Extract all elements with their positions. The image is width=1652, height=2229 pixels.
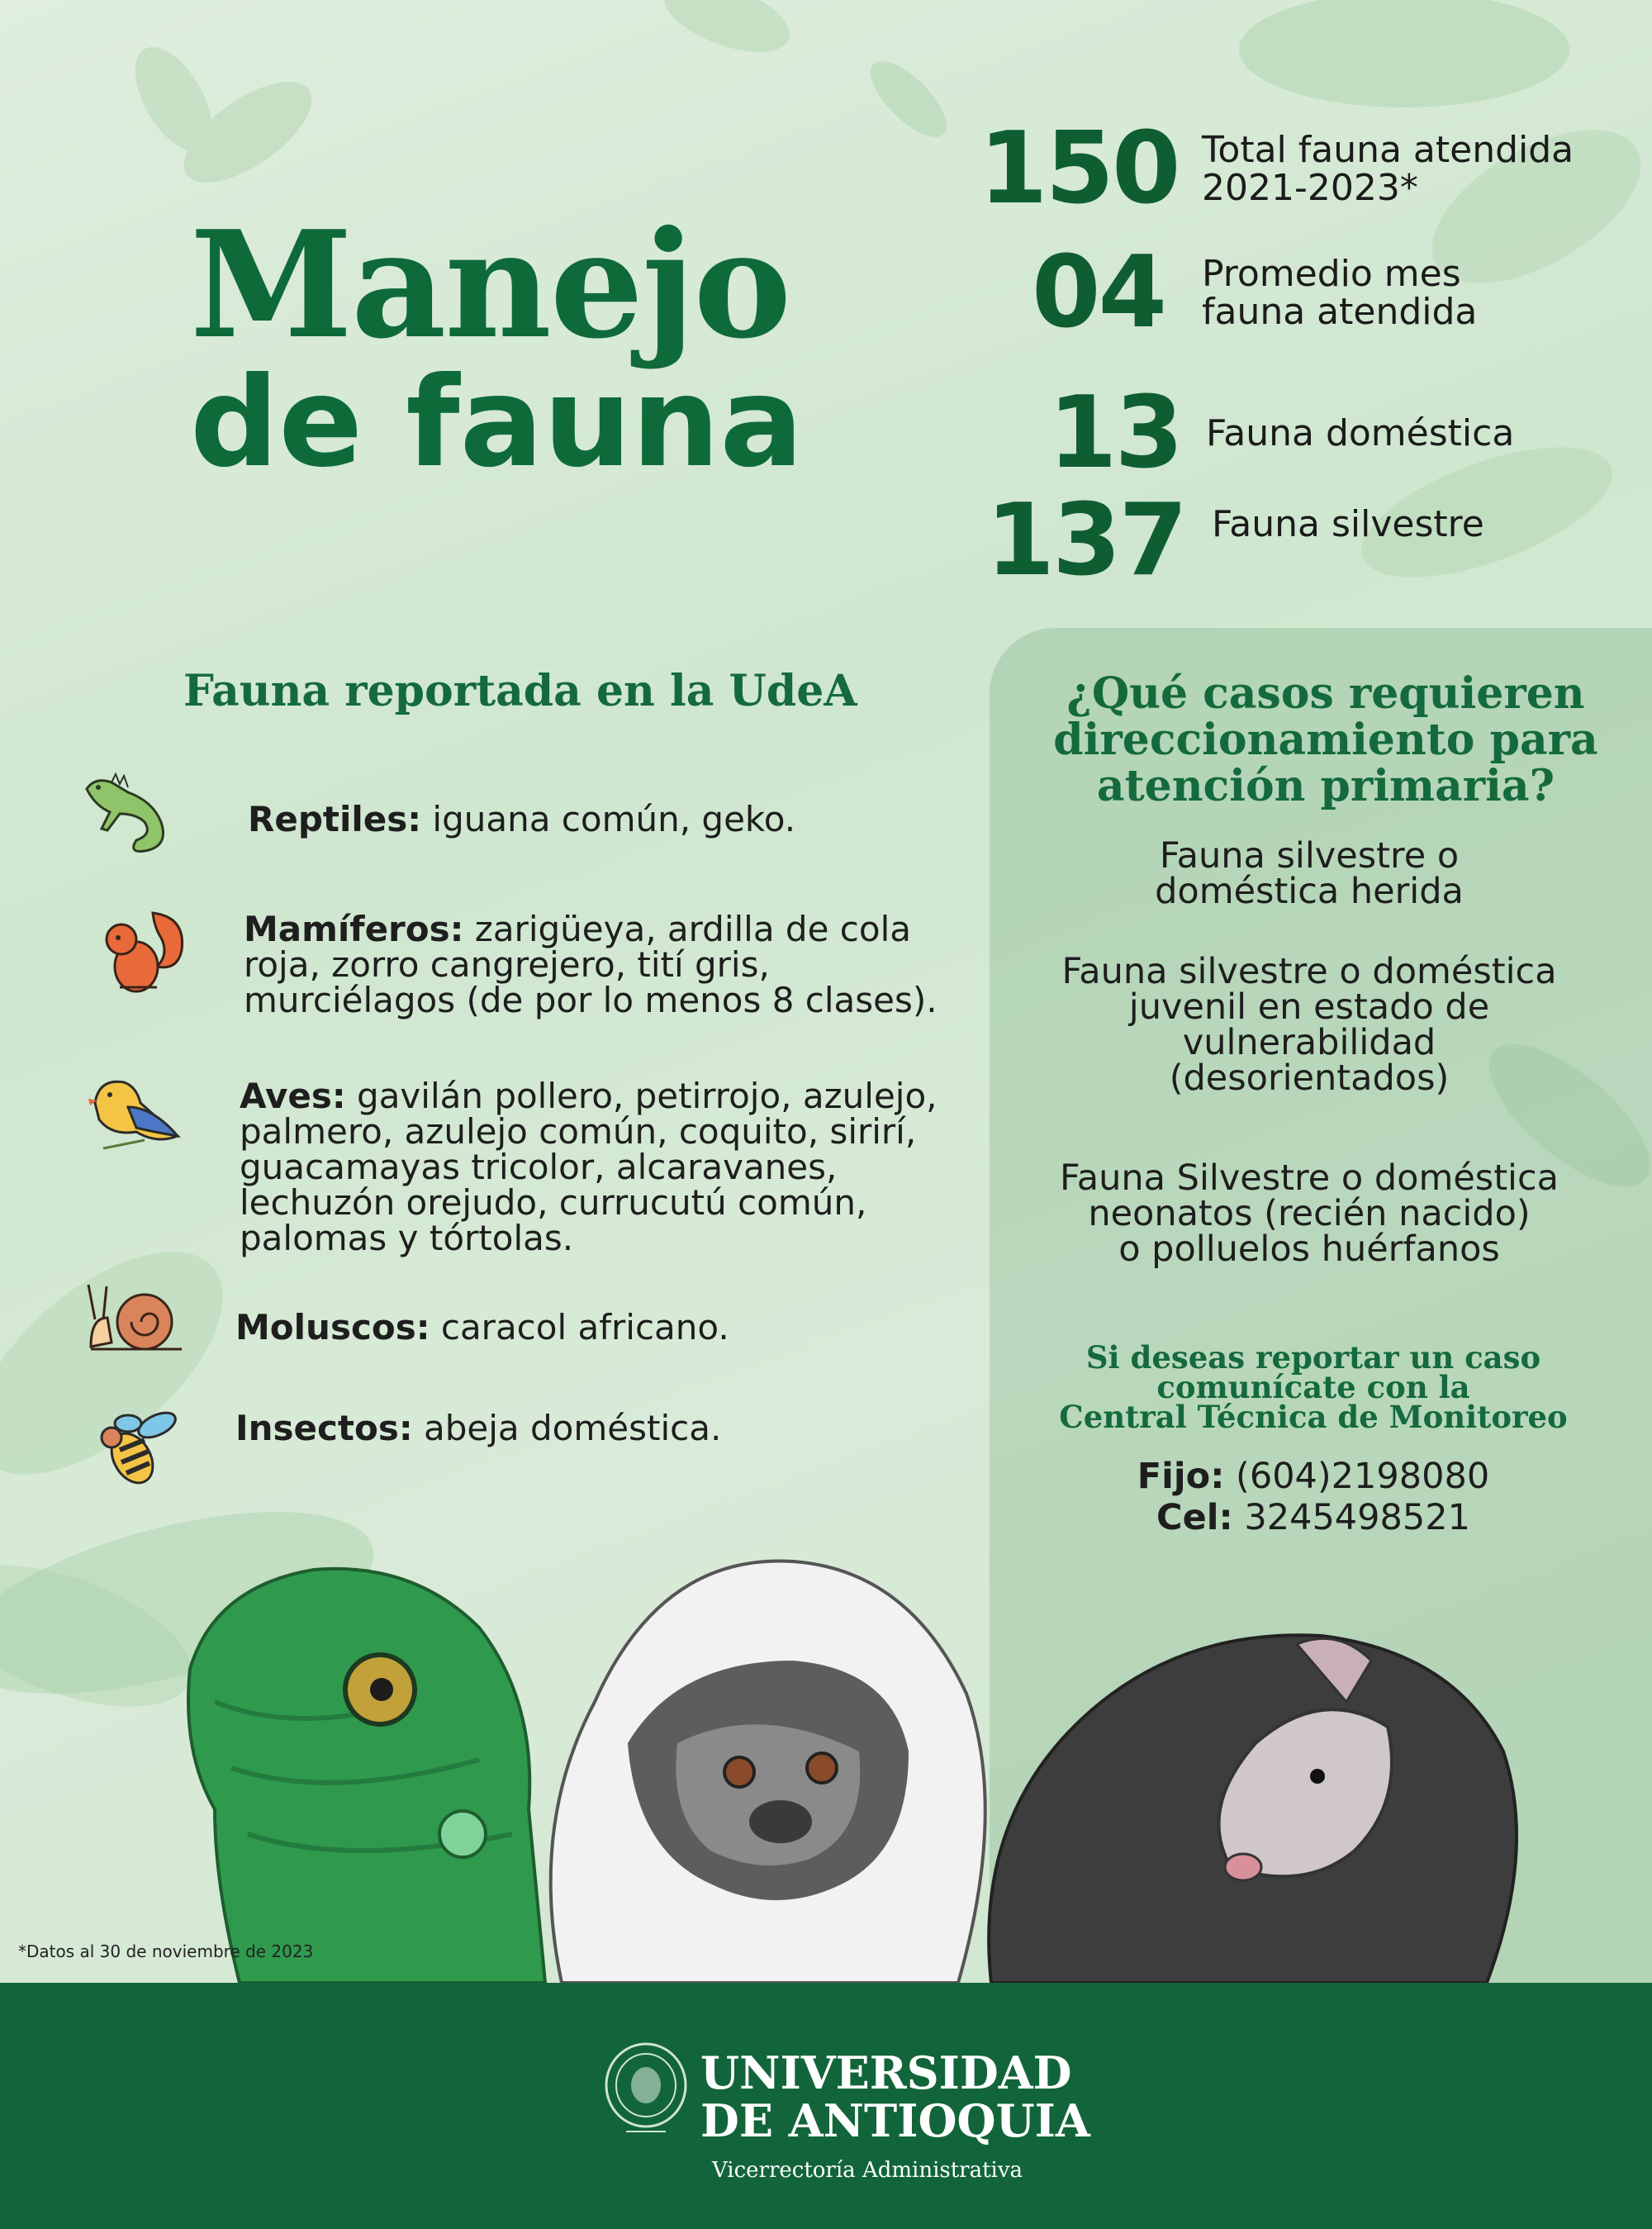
case-item: Fauna silvestre o doméstica juvenil en estado de vulnerabilidad (desorientados) [1061,951,1557,1099]
case-item: Fauna Silvestre o doméstica neonatos (recién nacido) o polluelos huérfanos [1060,1157,1559,1270]
stat-wild [979,483,1484,598]
iguana-illustration [188,1569,545,1983]
reported-fauna-title: Fauna reportada en la UdeA [183,666,857,716]
fauna-category: Insectos: [235,1408,413,1448]
fauna-item-reptiles [78,764,958,863]
opossum-illustration [989,1635,1517,1983]
phone-cel[interactable] [1024,1497,1602,1538]
university-name-line2: DE ANTIOQUIA [700,2094,1090,2147]
title-line-2: de fauna [190,351,804,495]
tamarin-illustration [551,1561,985,1983]
stat-domestic [979,376,1514,491]
stat-label: Fauna silvestre [1212,502,1484,545]
stat-label: Promedio mes fauna atendida [1202,252,1478,333]
stat-label: Fauna doméstica [1206,411,1515,454]
university-subtitle: Vicerrectoría Administrativa [711,2158,1023,2183]
phone-number: 3245498521 [1232,1497,1470,1538]
university-name-line1: UNIVERSIDAD [700,2046,1072,2099]
fauna-category: Moluscos: [235,1307,430,1347]
stat-average [979,235,1477,350]
fauna-text: gavilán pollero, petirrojo, azulejo, palmero, azulejo común, coquito, sirirí, guacamayas tricolor, alcaravanes, lechuzón orejudo, currucutú común, palomas y tórtolas. [240,1076,938,1258]
fauna-item-mammals [78,905,954,1018]
iguana-icon [78,764,194,863]
page-title [190,198,867,495]
phone-number: (604)2198080 [1224,1456,1490,1497]
title-line-1: Manejo [190,198,790,371]
fauna-category: Mamíferos: [244,909,464,949]
cases-title: ¿Qué casos requieren direccionamiento para atención primaria? [1053,668,1598,811]
fauna-item-insects [78,1400,946,1499]
snail-icon [78,1268,194,1367]
phone-label: Fijo: [1137,1456,1225,1497]
stat-number: 137 [985,483,1185,598]
case-item: Fauna silvestre o doméstica herida [1155,835,1464,912]
stat-number: 150 [979,112,1179,226]
squirrel-icon [78,905,194,1004]
fauna-item-molluscs [78,1268,946,1367]
stat-number: 04 [1032,235,1165,350]
report-instructions: Si deseas reportar un caso comunícate con la Central Técnica de Monitoreo [1059,1339,1568,1435]
fauna-category: Aves: [240,1076,346,1116]
phone-label: Cel: [1156,1497,1233,1538]
university-name [700,2046,1090,2147]
footnote: *Datos al 30 de noviembre de 2023 [18,1941,314,1961]
fauna-item-birds [78,1066,950,1256]
stat-label: Total fauna atendida 2021-2023* [1202,128,1574,209]
animal-illustrations [165,1537,1652,1983]
fauna-text: iguana común, geko. [421,799,796,839]
bird-icon [78,1066,194,1165]
fauna-text: zarigüeya, ardilla de cola roja, zorro cangrejero, tití gris, murciélagos (de por lo menos 8 clases). [244,909,938,1020]
university-seal-icon [601,2039,691,2136]
stat-number: 13 [1048,376,1181,491]
stat-total [979,112,1574,226]
bee-icon [78,1400,194,1499]
phone-fijo[interactable] [1024,1456,1602,1497]
fauna-text: caracol africano. [430,1307,729,1347]
fauna-text: abeja doméstica. [412,1408,722,1448]
fauna-category: Reptiles: [248,799,422,839]
